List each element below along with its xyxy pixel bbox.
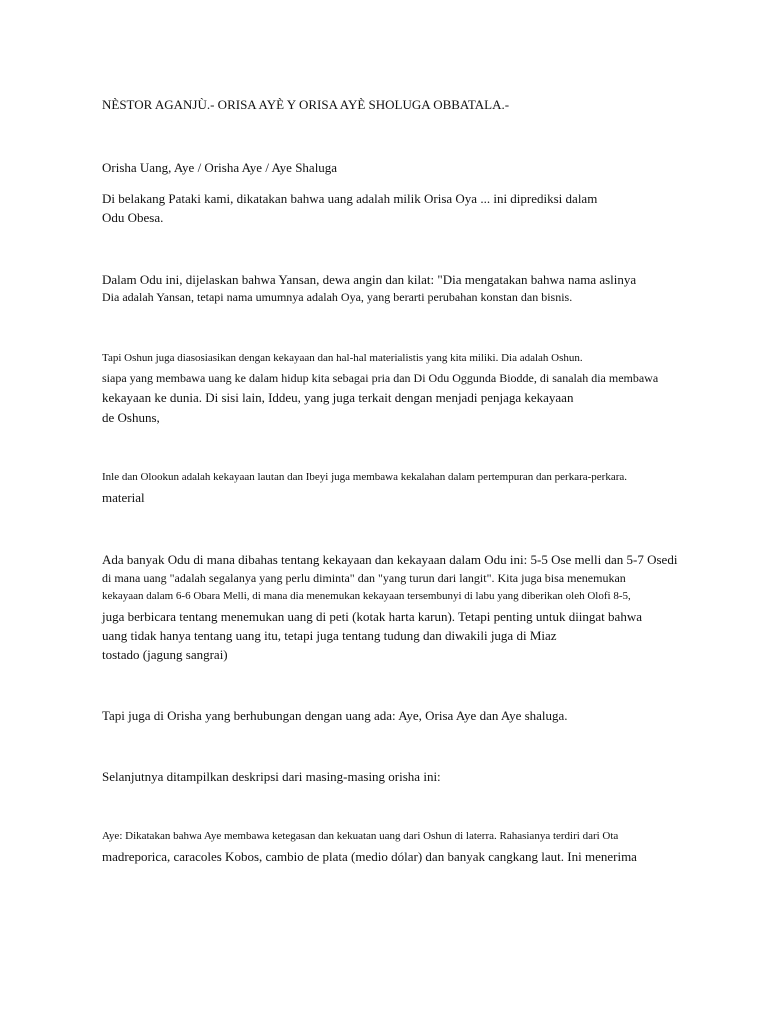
text-line: Aye: Dikatakan bahwa Aye membawa ketegasan dan kekuatan uang dari Oshun di laterra. Rahasianya terdiri dari Ota: [102, 830, 619, 842]
text-line: siapa yang membawa uang ke dalam hidup kita sebagai pria dan Di Odu Oggunda Biodde, di sanalah dia membawa: [102, 371, 659, 385]
document-title: NÈSTOR AGANJÙ.- ORISA AYÈ Y ORISA AYÈ SHOLUGA OBBATALA.-: [102, 97, 510, 112]
text-line: Di belakang Pataki kami, dikatakan bahwa uang adalah milik Orisa Oya ... ini diprediksi dalam: [102, 191, 598, 206]
text-line: Selanjutnya ditampilkan deskripsi dari masing-masing orisha ini:: [102, 769, 441, 784]
text-line: Dia adalah Yansan, tetapi nama umumnya adalah Oya, yang berarti perubahan konstan dan bisnis.: [102, 290, 573, 304]
text-line: tostado (jagung sangrai): [102, 647, 228, 662]
text-line: Tapi Oshun juga diasosiasikan dengan kekayaan dan hal-hal materialistis yang kita miliki. Dia adalah Oshun.: [102, 352, 583, 364]
text-line: Odu Obesa.: [102, 210, 164, 225]
text-line: de Oshuns,: [102, 410, 160, 425]
text-line: uang tidak hanya tentang uang itu, tetapi juga tentang tudung dan diwakili juga di Miaz: [102, 628, 557, 643]
text-line: kekayaan ke dunia. Di sisi lain, Iddeu, yang juga terkait dengan menjadi penjaga kekayaan: [102, 390, 574, 405]
text-line: Dalam Odu ini, dijelaskan bahwa Yansan, dewa angin dan kilat: "Dia mengatakan bahwa nama aslinya: [102, 272, 637, 287]
text-line: di mana uang "adalah segalanya yang perlu diminta" dan "yang turun dari langit". Kita juga bisa menemukan: [102, 571, 626, 585]
text-line: juga berbicara tentang menemukan uang di peti (kotak harta karun). Tetapi penting untuk diingat bahwa: [102, 609, 642, 624]
text-line: Ada banyak Odu di mana dibahas tentang kekayaan dan kekayaan dalam Odu ini: 5-5 Ose melli dan 5-7 Osedi: [102, 552, 678, 567]
text-line: kekayaan dalam 6-6 Obara Melli, di mana dia menemukan kekayaan tersembunyi di labu yang diberikan oleh Olofi 8-5,: [102, 590, 631, 602]
text-line: material: [102, 490, 145, 505]
text-line: Tapi juga di Orisha yang berhubungan dengan uang ada: Aye, Orisa Aye dan Aye shaluga.: [102, 708, 568, 723]
text-line: Inle dan Olookun adalah kekayaan lautan dan Ibeyi juga membawa kekalahan dalam pertempuran dan perkara-perkara.: [102, 471, 628, 483]
document-subtitle: Orisha Uang, Aye / Orisha Aye / Aye Shaluga: [102, 160, 338, 175]
text-line: madreporica, caracoles Kobos, cambio de plata (medio dólar) dan banyak cangkang laut. Ini menerima: [102, 849, 637, 864]
